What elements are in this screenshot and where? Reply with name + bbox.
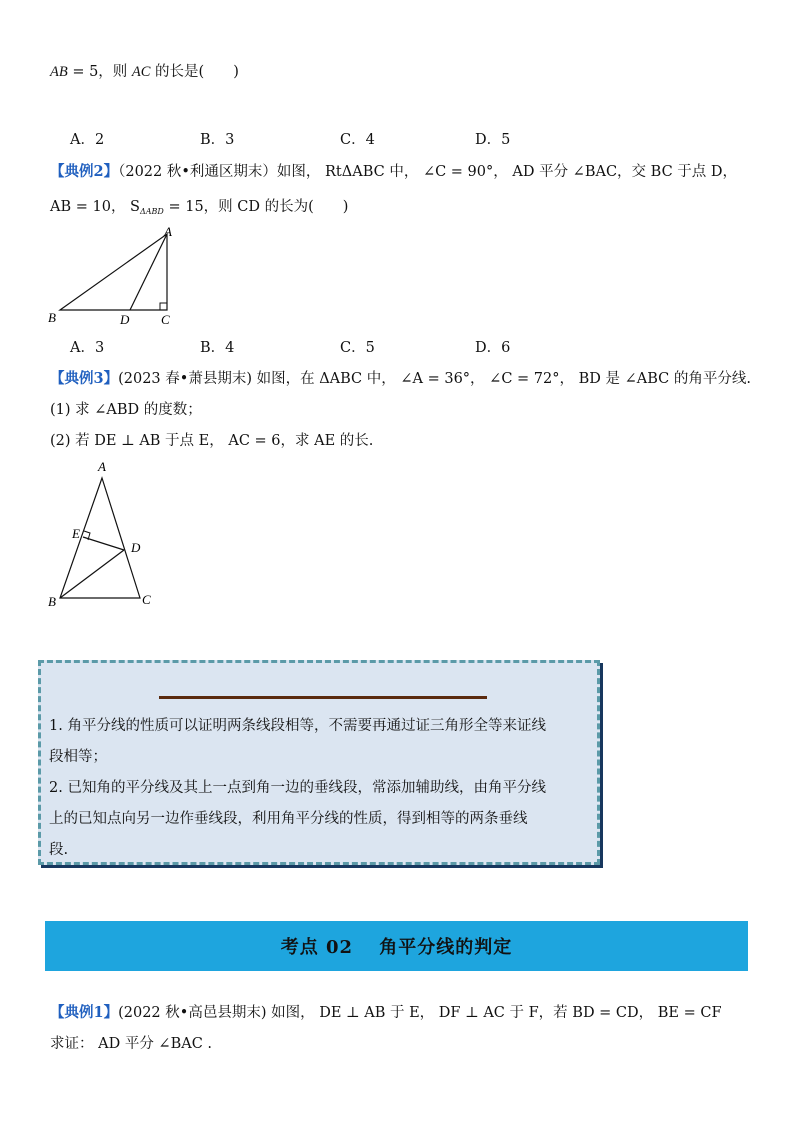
example3-line1: 【典例3】(2023 春•萧县期末) 如图，在 ΔABC 中， ∠A = 36°， ∠C = 72°， BD 是 ∠ABC 的角平分线. — [50, 370, 751, 387]
note-item-1: 1. 角平分线的性质可以证明两条线段相等，不需要再通过证三角形全等来证线 段相等； — [49, 718, 546, 765]
example4-line2: 求证： AD 平分 ∠BAC . — [50, 1036, 213, 1052]
option-b: B．3 — [200, 132, 235, 148]
option-c: C．5 — [340, 340, 375, 356]
example2-line1: 【典例2】（2022 秋•利通区期末）如图， RtΔABC 中， ∠C = 90°， AD 平分 ∠BAC，交 BC 于点 D， — [50, 163, 738, 180]
example-tag: 【典例1】 — [50, 1004, 119, 1021]
section-banner — [45, 921, 748, 971]
method-notes-box — [38, 660, 600, 865]
example3-line3: (2) 若 DE ⊥ AB 于点 E， AC = 6，求 AE 的长. — [50, 433, 374, 449]
segment-bd — [60, 550, 124, 598]
label-d: D — [131, 540, 141, 555]
option-c: C．4 — [340, 132, 375, 148]
label-b: B — [48, 310, 56, 325]
label-c: C — [142, 592, 151, 607]
example3-line2: (1) 求 ∠ABD 的度数； — [50, 402, 202, 418]
label-b: B — [48, 594, 56, 609]
segment-ad — [130, 234, 167, 310]
example-tag: 【典例3】 — [50, 370, 119, 387]
example2-figure — [40, 222, 190, 330]
section-title: 考点 02 角平分线的判定 — [280, 937, 513, 958]
top-question-fragment: AB = 5，则 AC 的长是( ) — [50, 64, 239, 80]
right-angle-mark — [160, 303, 167, 310]
label-a: A — [98, 459, 106, 474]
label-a: A — [164, 224, 172, 239]
option-a: A．2 — [70, 132, 105, 148]
var-ab: AB — [50, 64, 68, 80]
title-rule — [159, 696, 487, 699]
option-a: A．3 — [70, 340, 105, 356]
label-d: D — [120, 312, 130, 327]
triangle-abc — [60, 234, 167, 310]
option-b: B．4 — [200, 340, 235, 356]
option-d: D．6 — [475, 340, 511, 356]
example2-line2: AB = 10， $S_{\Delta ABD} = 15$，则 CD 的长为( ) — [50, 199, 349, 216]
label-c: C — [161, 312, 170, 327]
label-e: E — [72, 526, 80, 541]
note-item-2: 2. 已知角的平分线及其上一点到角一边的垂线段，常添加辅助线，由角平分线 上的已知点向另一边作垂线段，利用角平分线的性质，得到相等的两条垂线 段. — [49, 780, 546, 858]
example4-line1: 【典例1】(2022 秋•高邑县期末) 如图， DE ⊥ AB 于 E， DF ⊥ AC 于 F，若 BD = CD， BE = CF — [50, 1004, 722, 1021]
example-tag: 【典例2】 — [50, 163, 119, 180]
segment-de — [83, 537, 124, 550]
option-d: D．5 — [475, 132, 511, 148]
example3-figure — [40, 458, 170, 610]
